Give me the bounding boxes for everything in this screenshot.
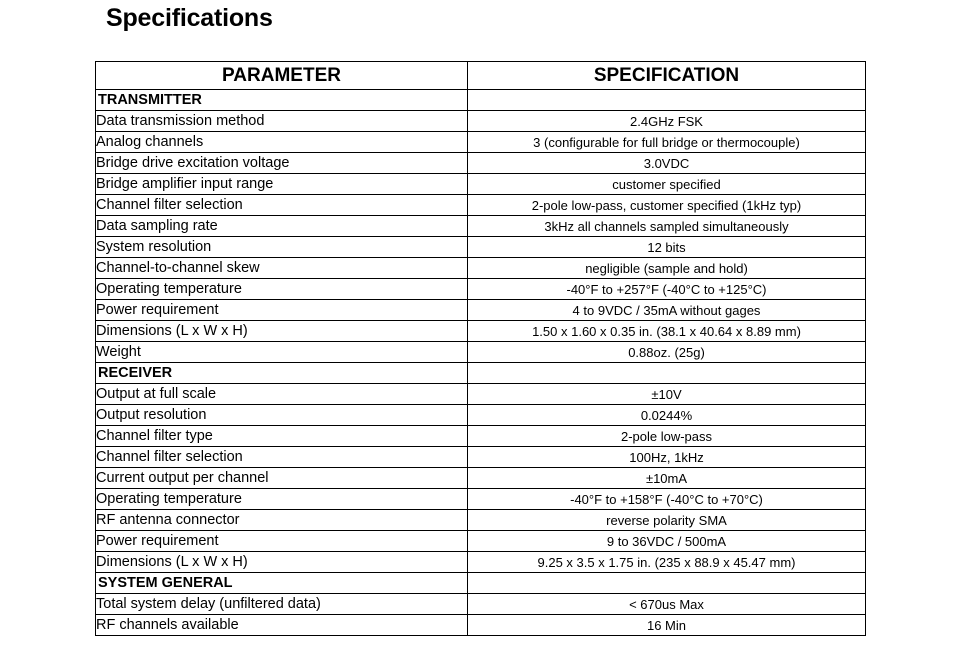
parameter-cell: System resolution xyxy=(96,237,468,258)
table-row xyxy=(96,447,866,468)
specification-cell: 4 to 9VDC / 35mA without gages xyxy=(468,300,866,321)
table-row xyxy=(96,384,866,405)
table-row xyxy=(96,258,866,279)
specification-cell: < 670us Max xyxy=(468,594,866,615)
specification-cell: 9.25 x 3.5 x 1.75 in. (235 x 88.9 x 45.47 mm) xyxy=(468,552,866,573)
table-row xyxy=(96,279,866,300)
table-row xyxy=(96,153,866,174)
specification-cell: 2-pole low-pass xyxy=(468,426,866,447)
table-row xyxy=(96,426,866,447)
specification-cell: 2-pole low-pass, customer specified (1kHz typ) xyxy=(468,195,866,216)
specification-cell: 2.4GHz FSK xyxy=(468,111,866,132)
parameter-cell: Weight xyxy=(96,342,468,363)
table-row xyxy=(96,405,866,426)
section-title: TRANSMITTER xyxy=(96,90,468,111)
parameter-cell: Data transmission method xyxy=(96,111,468,132)
section-empty-cell xyxy=(468,363,866,384)
section-title: SYSTEM GENERAL xyxy=(96,573,468,594)
specification-cell: -40°F to +257°F (-40°C to +125°C) xyxy=(468,279,866,300)
specification-cell: -40°F to +158°F (-40°C to +70°C) xyxy=(468,489,866,510)
parameter-cell: Power requirement xyxy=(96,300,468,321)
table-row xyxy=(96,468,866,489)
table-row xyxy=(96,237,866,258)
specifications-table xyxy=(95,61,866,636)
parameter-cell: Current output per channel xyxy=(96,468,468,489)
table-row xyxy=(96,174,866,195)
table-row xyxy=(96,531,866,552)
parameter-cell: Channel-to-channel skew xyxy=(96,258,468,279)
specification-cell: 16 Min xyxy=(468,615,866,636)
specification-cell: 12 bits xyxy=(468,237,866,258)
table-row xyxy=(96,111,866,132)
section-row xyxy=(96,363,866,384)
table-row xyxy=(96,615,866,636)
parameter-cell: Output resolution xyxy=(96,405,468,426)
specification-cell: ±10V xyxy=(468,384,866,405)
specification-cell: 1.50 x 1.60 x 0.35 in. (38.1 x 40.64 x 8.89 mm) xyxy=(468,321,866,342)
parameter-cell: Data sampling rate xyxy=(96,216,468,237)
parameter-header: PARAMETER xyxy=(96,62,468,90)
parameter-cell: Output at full scale xyxy=(96,384,468,405)
parameter-cell: Operating temperature xyxy=(96,279,468,300)
table-row xyxy=(96,594,866,615)
parameter-cell: Channel filter selection xyxy=(96,447,468,468)
table-body xyxy=(96,90,866,636)
parameter-cell: Dimensions (L x W x H) xyxy=(96,552,468,573)
specification-cell: reverse polarity SMA xyxy=(468,510,866,531)
specification-cell: negligible (sample and hold) xyxy=(468,258,866,279)
parameter-cell: Channel filter type xyxy=(96,426,468,447)
section-empty-cell xyxy=(468,573,866,594)
parameter-cell: Total system delay (unfiltered data) xyxy=(96,594,468,615)
specification-cell: 0.0244% xyxy=(468,405,866,426)
parameter-cell: Channel filter selection xyxy=(96,195,468,216)
parameter-cell: RF channels available xyxy=(96,615,468,636)
parameter-cell: Analog channels xyxy=(96,132,468,153)
parameter-cell: RF antenna connector xyxy=(96,510,468,531)
table-row xyxy=(96,300,866,321)
specification-cell: 3kHz all channels sampled simultaneously xyxy=(468,216,866,237)
specification-cell: 0.88oz. (25g) xyxy=(468,342,866,363)
specification-cell: 3 (configurable for full bridge or thermocouple) xyxy=(468,132,866,153)
table-row xyxy=(96,321,866,342)
table-row xyxy=(96,510,866,531)
specification-cell: 9 to 36VDC / 500mA xyxy=(468,531,866,552)
parameter-cell: Dimensions (L x W x H) xyxy=(96,321,468,342)
parameter-cell: Bridge drive excitation voltage xyxy=(96,153,468,174)
page-title: Specifications xyxy=(106,4,273,32)
parameter-cell: Bridge amplifier input range xyxy=(96,174,468,195)
table-row xyxy=(96,216,866,237)
section-empty-cell xyxy=(468,90,866,111)
table-row xyxy=(96,195,866,216)
section-title: RECEIVER xyxy=(96,363,468,384)
parameter-cell: Power requirement xyxy=(96,531,468,552)
specification-cell: customer specified xyxy=(468,174,866,195)
specification-cell: ±10mA xyxy=(468,468,866,489)
specification-header: SPECIFICATION xyxy=(468,62,866,90)
table-row xyxy=(96,552,866,573)
table-row xyxy=(96,489,866,510)
specification-cell: 3.0VDC xyxy=(468,153,866,174)
parameter-cell: Operating temperature xyxy=(96,489,468,510)
table-header-row xyxy=(96,62,866,90)
section-row xyxy=(96,573,866,594)
section-row xyxy=(96,90,866,111)
specification-cell: 100Hz, 1kHz xyxy=(468,447,866,468)
table-row xyxy=(96,342,866,363)
table-row xyxy=(96,132,866,153)
